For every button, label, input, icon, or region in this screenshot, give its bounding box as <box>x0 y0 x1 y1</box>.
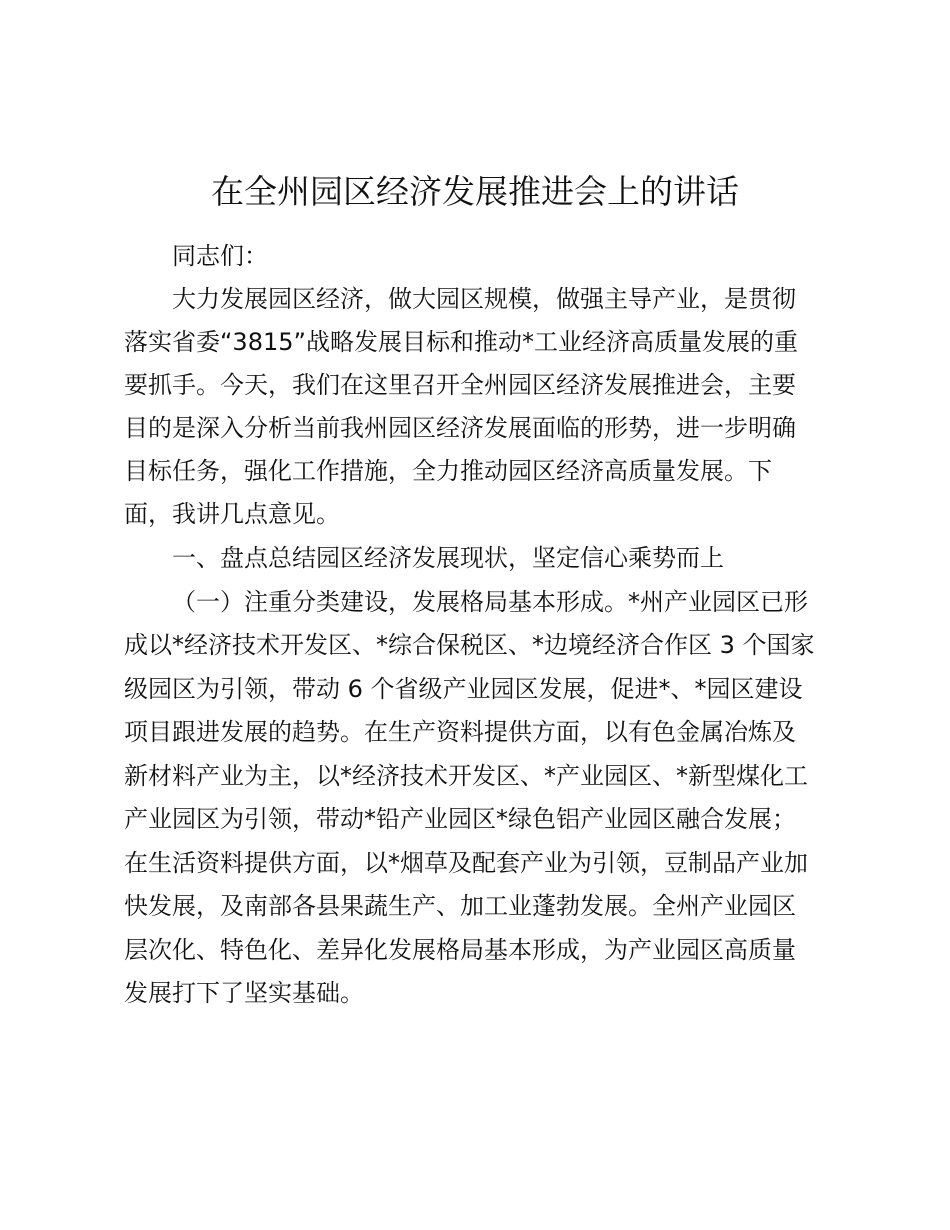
paragraph-line: 要抓手。今天，我们在这里召开全州园区经济发展推进会，主要 <box>124 371 796 399</box>
paragraph-line: 项目跟进发展的趋势。在生产资料提供方面，以有色金属冶炼及 <box>124 718 796 746</box>
paragraph-line: 成以*经济技术开发区、*综合保税区、*边境经济合作区 3 个国家 <box>124 631 815 659</box>
paragraph-line: （一）注重分类建设，发展格局基本形成。*州产业园区已形 <box>172 588 808 616</box>
paragraph-line: 快发展，及南部各县果蔬生产、加工业蓬勃发展。全州产业园区 <box>124 892 796 920</box>
paragraph-line: 落实省委“3815”战略发展目标和推动*工业经济高质量发展的重 <box>124 328 798 356</box>
paragraph-line: 面，我讲几点意见。 <box>124 500 340 528</box>
section-heading-1: 一、盘点总结园区经济发展现状，坚定信心乘势而上 <box>172 544 724 572</box>
salutation: 同志们： <box>172 242 268 270</box>
paragraph-line: 产业园区为引领，带动*铅产业园区*绿色铝产业园区融合发展； <box>124 805 796 833</box>
paragraph-line: 发展打下了坚实基础。 <box>124 979 364 1007</box>
paragraph-line: 级园区为引领，带动 6 个省级产业园区发展，促进*、*园区建设 <box>124 675 803 703</box>
paragraph-line: 层次化、特色化、差异化发展格局基本形成，为产业园区高质量 <box>124 936 796 964</box>
paragraph-line: 目的是深入分析当前我州园区经济发展面临的形势，进一步明确 <box>124 414 796 442</box>
document-title: 在全州园区经济发展推进会上的讲话 <box>211 172 739 211</box>
paragraph-line: 目标任务，强化工作措施，全力推动园区经济高质量发展。下 <box>124 457 772 485</box>
paragraph-line: 新材料产业为主，以*经济技术开发区、*产业园区、*新型煤化工 <box>124 762 808 790</box>
paragraph-line: 大力发展园区经济，做大园区规模，做强主导产业，是贯彻 <box>172 285 796 313</box>
paragraph-line: 在生活资料提供方面，以*烟草及配套产业为引领，豆制品产业加 <box>124 849 808 877</box>
